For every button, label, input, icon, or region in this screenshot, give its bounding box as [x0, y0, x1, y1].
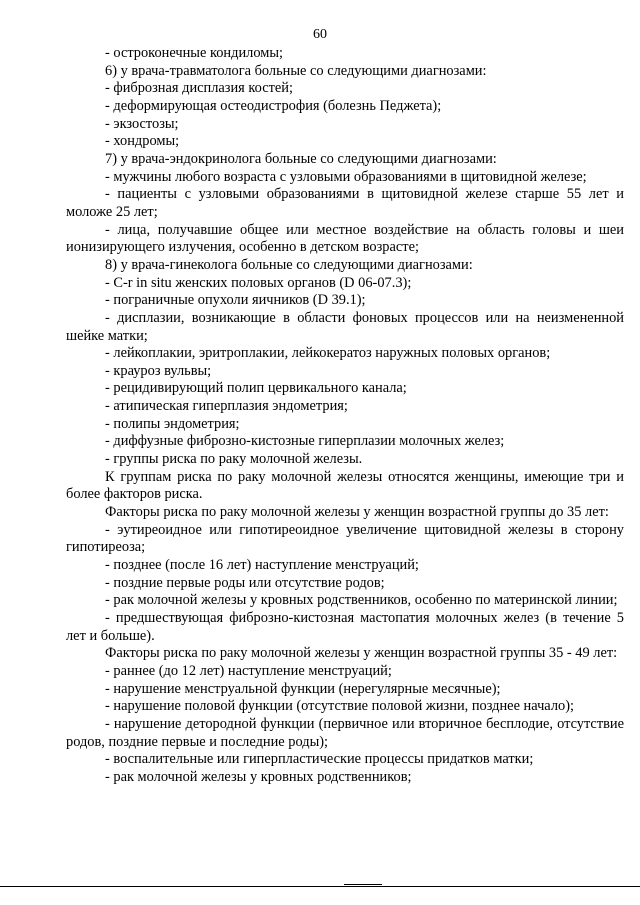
- paragraph: - C-r in situ женских половых органов (D 06-07.3);: [105, 274, 412, 291]
- bottom-divider: [0, 886, 640, 887]
- document-body: [66, 45, 624, 787]
- paragraph: - поздние первые роды или отсутствие родов;: [105, 574, 385, 591]
- paragraph: - нарушение менструальной функции (нерегулярные месячные);: [105, 680, 501, 697]
- paragraph: - рецидивирующий полип цервикального канала;: [105, 380, 407, 397]
- paragraph: - мужчины любого возраста с узловыми образованиями в щитовидной железе;: [105, 168, 587, 185]
- paragraph: - рак молочной железы у кровных родственников, особенно по материнской линии;: [105, 592, 618, 609]
- paragraph: 7) у врача-эндокринолога больные со следующими диагнозами:: [105, 150, 497, 167]
- paragraph: - деформирующая остеодистрофия (болезнь Педжета);: [105, 97, 442, 114]
- paragraph: - предшествующая фиброзно-кистозная мастопатия молочных желез (в течение 5 лет и больше).: [66, 610, 624, 644]
- paragraph: - хондромы;: [105, 133, 180, 150]
- divider-mark: [344, 884, 382, 885]
- paragraph: - воспалительные или гиперпластические процессы придатков матки;: [105, 751, 534, 768]
- paragraph: - пациенты с узловыми образованиями в щитовидной железе старше 55 лет и моложе 25 лет;: [66, 186, 624, 220]
- paragraph: 8) у врача-гинеколога больные со следующими диагнозами:: [105, 256, 473, 273]
- paragraph: 6) у врача-травматолога больные со следующими диагнозами:: [105, 62, 487, 79]
- paragraph: - остроконечные кондиломы;: [105, 45, 284, 61]
- paragraph: - экзостозы;: [105, 115, 179, 132]
- paragraph: - нарушение половой функции (отсутствие половой жизни, позднее начало);: [105, 698, 574, 715]
- paragraph: - крауроз вульвы;: [105, 362, 212, 379]
- paragraph: - диффузные фиброзно-кистозные гиперплазии молочных желез;: [105, 433, 505, 450]
- paragraph: - нарушение детородной функции (первичное или вторичное бесплодие, отсутствие родов, поздние первые и последние роды);: [66, 715, 624, 750]
- paragraph: - полипы эндометрия;: [105, 415, 240, 432]
- paragraph: - позднее (после 16 лет) наступление менструаций;: [105, 557, 419, 574]
- paragraph: - группы риска по раку молочной железы.: [105, 451, 363, 468]
- page-number: 60: [313, 27, 327, 42]
- paragraph: - рак молочной железы у кровных родственников;: [105, 768, 412, 785]
- paragraph: - дисплазии, возникающие в области фоновых процессов или на неизмененной шейке матки;: [66, 309, 624, 344]
- paragraph: - лейкоплакии, эритроплакии, лейкокератоз наружных половых органов;: [105, 345, 551, 362]
- paragraph: - фиброзная дисплазия костей;: [105, 80, 293, 97]
- paragraph: - эутиреоидное или гипотиреоидное увеличение щитовидной железы в сторону гипотиреоза;: [66, 521, 624, 556]
- paragraph: К группам риска по раку молочной железы относятся женщины, имеющие три и более факторов риска.: [66, 468, 624, 503]
- paragraph: - пограничные опухоли яичников (D 39.1);: [105, 292, 366, 309]
- paragraph: - атипическая гиперплазия эндометрия;: [105, 398, 348, 415]
- paragraph: - лица, получавшие общее или местное воздействие на область головы и шеи ионизирующего излучения, особенно в детском возрасте;: [66, 221, 624, 256]
- paragraph: Факторы риска по раку молочной железы у женщин возрастной группы до 35 лет:: [105, 504, 609, 521]
- paragraph: - раннее (до 12 лет) наступление менструаций;: [105, 662, 392, 679]
- paragraph: Факторы риска по раку молочной железы у женщин возрастной группы 35 - 49 лет:: [105, 645, 618, 662]
